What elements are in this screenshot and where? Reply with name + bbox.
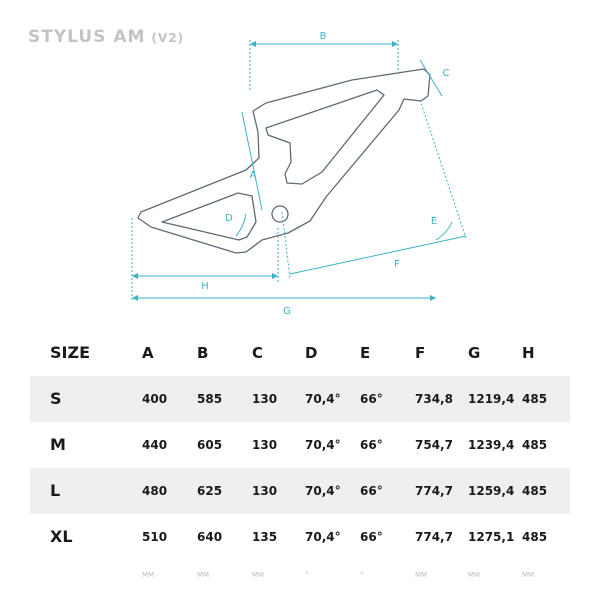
dim-label-a: A — [249, 170, 257, 181]
table-cell: 66° — [360, 530, 383, 544]
table-cell: 754,7 — [415, 438, 453, 452]
unit-cell: MM — [415, 571, 428, 579]
table-cell: 774,7 — [415, 530, 453, 544]
table-cell: 510 — [142, 530, 168, 544]
dim-label-h: H — [201, 281, 209, 292]
table-units-row — [30, 560, 570, 590]
table-cell: 135 — [252, 530, 278, 544]
table-cell: 625 — [197, 484, 223, 498]
table-cell: 605 — [197, 438, 223, 452]
table-cell: 485 — [522, 484, 548, 498]
header-cell: D — [305, 344, 318, 362]
table-cell: 1239,4 — [468, 438, 515, 452]
table-cell: 774,7 — [415, 484, 453, 498]
table-cell: 1219,4 — [468, 392, 515, 406]
dimension-lines — [132, 40, 466, 302]
header-cell: C — [252, 344, 264, 362]
geometry-table — [30, 330, 570, 590]
unit-cell: MM — [522, 571, 535, 579]
dimension-arrowheads — [132, 41, 436, 301]
dim-label-c: C — [442, 68, 450, 79]
dim-label-f: F — [394, 259, 400, 270]
unit-cell: ° — [360, 571, 364, 579]
table-cell: 734,8 — [415, 392, 453, 406]
table-cell: 70,4° — [305, 438, 341, 452]
table-cell: 130 — [252, 392, 278, 406]
table-cell: 485 — [522, 530, 548, 544]
table-row — [30, 422, 570, 468]
model-version: (V2) — [151, 31, 185, 45]
header-cell: G — [468, 344, 481, 362]
dim-label-g: G — [283, 306, 291, 317]
table-cell: 1259,4 — [468, 484, 515, 498]
dim-label-e: E — [430, 216, 438, 227]
table-cell: 66° — [360, 438, 383, 452]
table-header-row — [30, 330, 570, 376]
header-cell: A — [142, 344, 154, 362]
table-cell: 70,4° — [305, 392, 341, 406]
table-cell: 130 — [252, 438, 278, 452]
table-cell: 400 — [142, 392, 168, 406]
table-cell: 70,4° — [305, 484, 341, 498]
table-cell: 130 — [252, 484, 278, 498]
header-cell: B — [197, 344, 209, 362]
unit-cell: MM — [197, 571, 210, 579]
unit-cell: MM — [142, 571, 155, 579]
size-cell: L — [50, 481, 61, 500]
header-cell: F — [415, 344, 426, 362]
table-cell: 1275,1 — [468, 530, 515, 544]
model-name: STYLUS AM — [28, 27, 146, 47]
table-cell: 485 — [522, 392, 548, 406]
dim-label-d: D — [225, 213, 233, 224]
size-cell: M — [50, 435, 66, 454]
table-cell: 70,4° — [305, 530, 341, 544]
table-cell: 480 — [142, 484, 168, 498]
table-cell: 485 — [522, 438, 548, 452]
table-cell: 585 — [197, 392, 223, 406]
table-cell: 640 — [197, 530, 223, 544]
unit-cell: ° — [305, 571, 309, 579]
table-row — [30, 376, 570, 422]
table-row — [30, 468, 570, 514]
header-cell: E — [360, 344, 371, 362]
unit-cell: MM — [252, 571, 265, 579]
size-cell: XL — [50, 527, 73, 546]
unit-cell: MM — [468, 571, 481, 579]
table-cell: 440 — [142, 438, 168, 452]
header-cell: H — [522, 344, 535, 362]
table-cell: 66° — [360, 484, 383, 498]
table-row — [30, 514, 570, 560]
dim-label-b: B — [319, 31, 327, 42]
size-cell: S — [50, 389, 62, 408]
header-cell: SIZE — [50, 343, 91, 362]
table-cell: 66° — [360, 392, 383, 406]
